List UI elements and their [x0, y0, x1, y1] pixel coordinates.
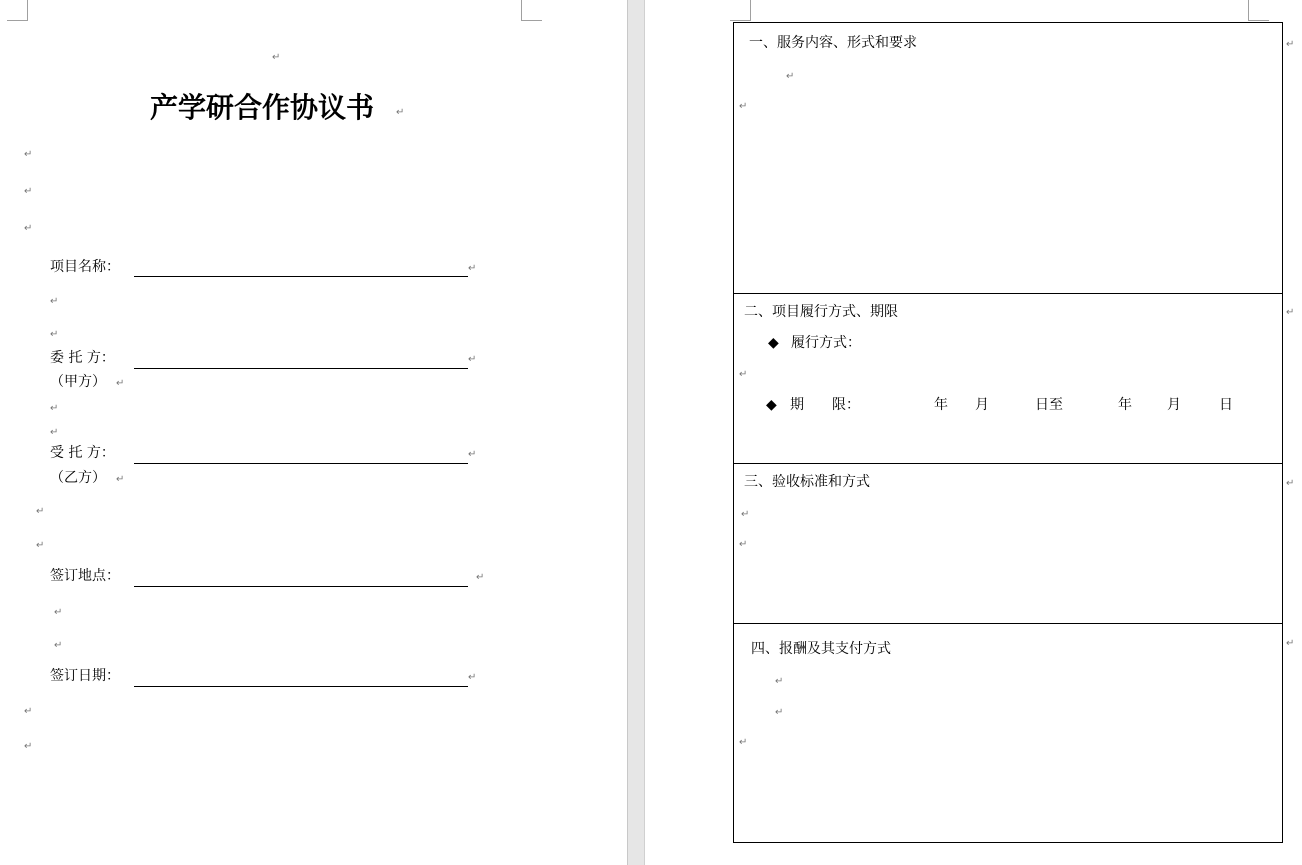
paragraph-mark: ↵: [741, 509, 750, 520]
underline: [134, 586, 468, 587]
section-heading: 四、报酬及其支付方式: [751, 641, 891, 657]
underline: [134, 686, 468, 687]
section-heading: 二、项目履行方式、期限: [744, 304, 898, 320]
date-day: 日: [1219, 397, 1233, 413]
paragraph-mark: ↵: [50, 296, 59, 307]
section-heading: 一、服务内容、形式和要求: [749, 35, 917, 51]
party-a-note: （甲方）: [50, 374, 106, 390]
paragraph-mark: ↵: [476, 572, 485, 583]
date-day-to: 日至: [1035, 397, 1063, 413]
underline: [134, 463, 468, 464]
field-label: 项目名称：: [50, 259, 120, 275]
field-label: 签订地点：: [50, 568, 120, 584]
date-year: 年: [1118, 397, 1132, 413]
paragraph-mark: ↵: [54, 640, 63, 651]
margin-corner-mark: [7, 0, 28, 21]
diamond-bullet-icon: ◆: [766, 397, 777, 413]
row-end-mark: ↵: [1286, 638, 1295, 649]
paragraph-mark: ↵: [775, 676, 784, 687]
paragraph-mark: ↵: [739, 737, 748, 748]
paragraph-mark: ↵: [24, 149, 33, 160]
page-gap: [627, 0, 645, 865]
paragraph-mark: ↵: [24, 186, 33, 197]
field-label: 委 托 方：: [50, 350, 115, 366]
date-year: 年: [934, 397, 948, 413]
paragraph-mark: ↵: [272, 52, 281, 63]
paragraph-mark: ↵: [468, 672, 477, 683]
paragraph-mark: ↵: [36, 506, 45, 517]
paragraph-mark: ↵: [116, 474, 125, 485]
row-end-mark: ↵: [1286, 39, 1295, 50]
paragraph-mark: ↵: [396, 107, 405, 118]
row-end-mark: ↵: [1286, 478, 1295, 489]
paragraph-mark: ↵: [54, 607, 63, 618]
paragraph-mark: ↵: [468, 354, 477, 365]
underline: [134, 276, 468, 277]
paragraph-mark: ↵: [775, 707, 784, 718]
paragraph-mark: ↵: [739, 369, 748, 380]
term-label: 期 限：: [790, 397, 860, 413]
margin-corner-mark: [730, 0, 751, 21]
diamond-bullet-icon: ◆: [768, 335, 779, 351]
performance-method-label: 履行方式：: [791, 335, 861, 351]
table-cell-service-content[interactable]: [733, 22, 1283, 294]
section-heading: 三、验收标准和方式: [744, 474, 870, 490]
paragraph-mark: ↵: [24, 223, 33, 234]
field-label: 受 托 方：: [50, 445, 115, 461]
paragraph-mark: ↵: [50, 329, 59, 340]
paragraph-mark: ↵: [786, 71, 795, 82]
paragraph-mark: ↵: [116, 378, 125, 389]
paragraph-mark: ↵: [24, 741, 33, 752]
row-end-mark: ↵: [1286, 307, 1295, 318]
paragraph-mark: ↵: [468, 263, 477, 274]
paragraph-mark: ↵: [50, 403, 59, 414]
paragraph-mark: ↵: [50, 427, 59, 438]
underline: [134, 368, 468, 369]
paragraph-mark: ↵: [739, 539, 748, 550]
party-b-note: （乙方）: [50, 470, 106, 486]
margin-corner-mark: [521, 0, 542, 21]
field-label: 签订日期：: [50, 668, 120, 684]
document-title[interactable]: 产学研合作协议书: [150, 91, 375, 124]
date-month: 月: [975, 397, 989, 413]
date-month: 月: [1167, 397, 1181, 413]
paragraph-mark: ↵: [36, 540, 45, 551]
margin-corner-mark: [1248, 0, 1269, 21]
paragraph-mark: ↵: [739, 101, 748, 112]
paragraph-mark: ↵: [468, 449, 477, 460]
paragraph-mark: ↵: [24, 706, 33, 717]
